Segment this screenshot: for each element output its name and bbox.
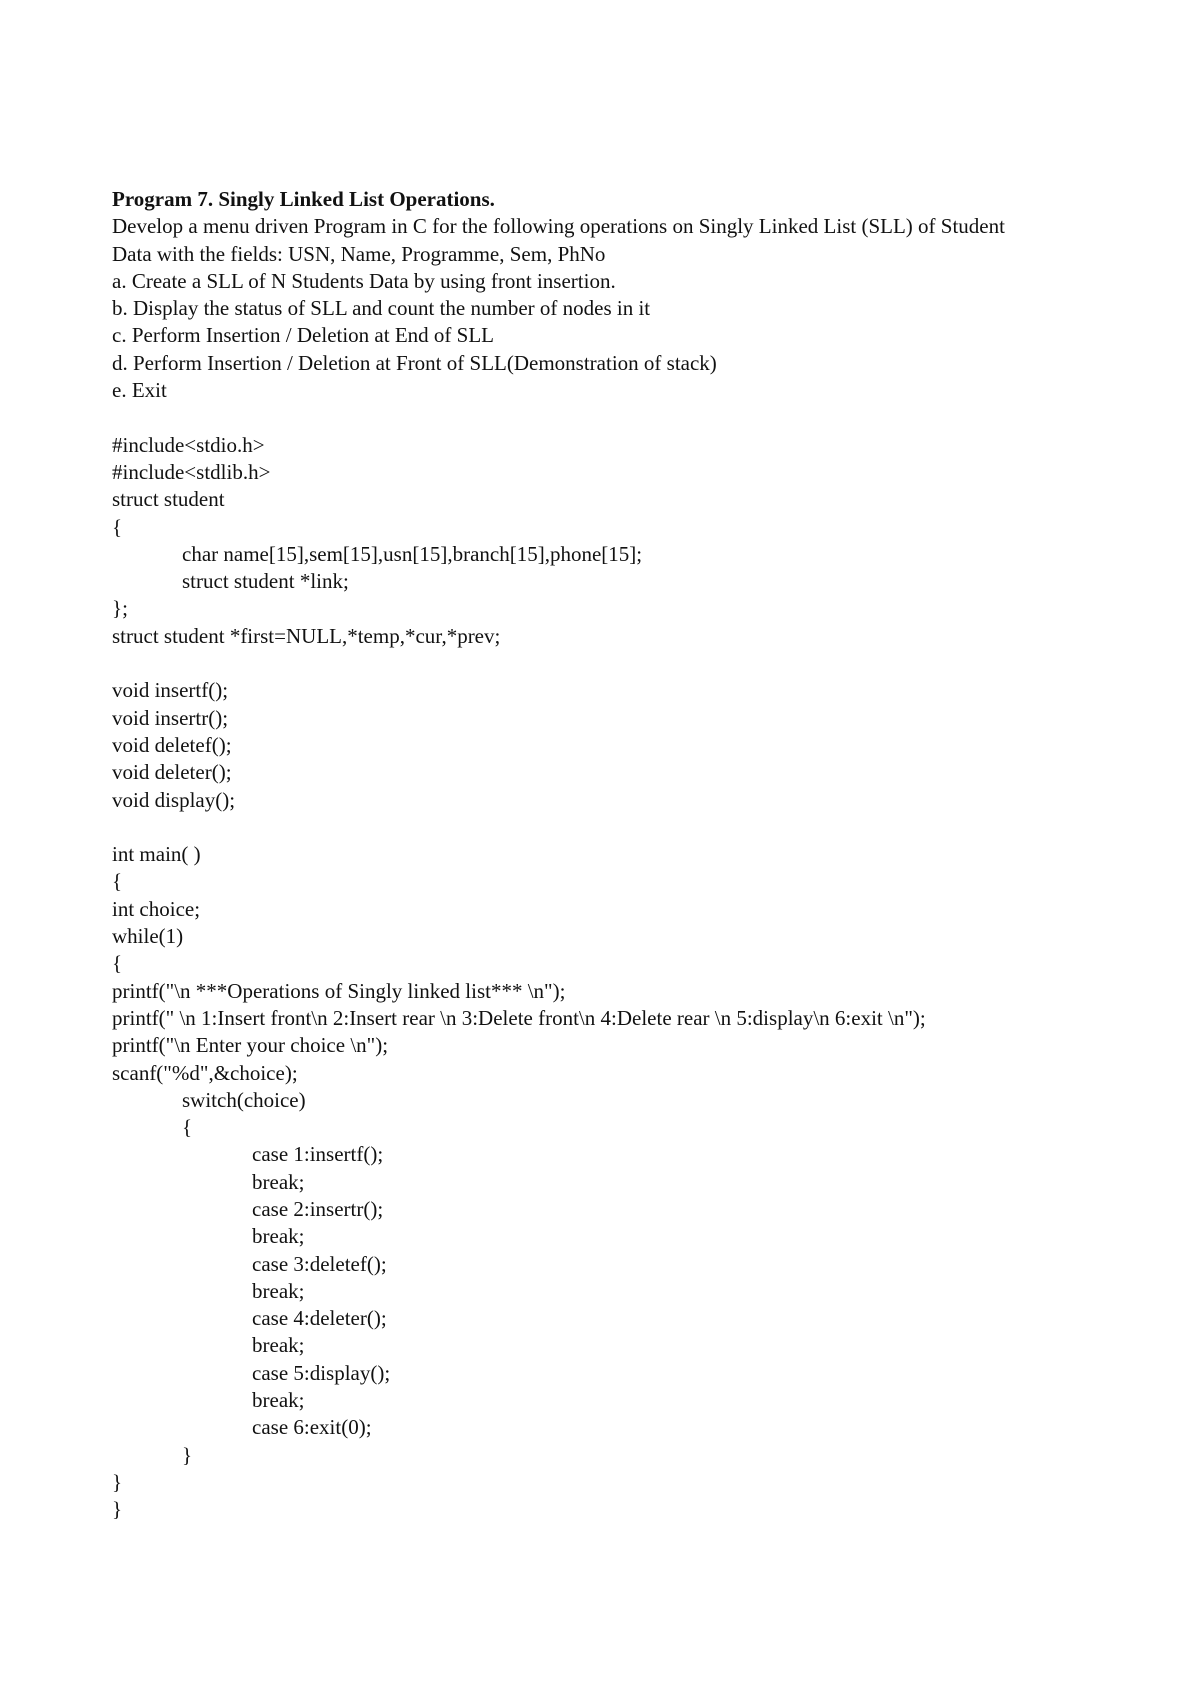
intro-line: a. Create a SLL of N Students Data by using front insertion. xyxy=(112,268,616,293)
code-line: } xyxy=(182,1442,193,1467)
code-line: case 2:insertr(); xyxy=(252,1196,384,1221)
code-line: break; xyxy=(252,1333,305,1358)
code-line: { xyxy=(182,1115,193,1140)
code-line: char name[15],sem[15],usn[15],branch[15],phone[15]; xyxy=(182,541,643,566)
code-line: case 1:insertf(); xyxy=(252,1142,384,1167)
code-line: break; xyxy=(252,1224,305,1249)
blank-line xyxy=(112,650,1112,677)
code-line: scanf("%d",&choice); xyxy=(112,1060,298,1085)
code-line: { xyxy=(112,514,123,539)
intro-line: Develop a menu driven Program in C for the following operations on Singly Linked List (SLL) of Student xyxy=(112,214,1005,239)
code-line: { xyxy=(112,951,123,976)
code-line: #include<stdlib.h> xyxy=(112,459,271,484)
program-title: Program 7. Singly Linked List Operations. xyxy=(112,187,495,211)
code-line: }; xyxy=(112,596,128,621)
code-line: while(1) xyxy=(112,924,184,949)
code-line: break; xyxy=(252,1278,305,1303)
code-line: case 5:display(); xyxy=(252,1360,391,1385)
code-line: void insertr(); xyxy=(112,705,229,730)
intro-line: c. Perform Insertion / Deletion at End of SLL xyxy=(112,323,494,348)
code-line: void deletef(); xyxy=(112,732,232,757)
intro-line: d. Perform Insertion / Deletion at Front of SLL(Demonstration of stack) xyxy=(112,350,717,375)
code-line: struct student *first=NULL,*temp,*cur,*prev; xyxy=(112,623,501,648)
code-line: } xyxy=(112,1497,123,1522)
blank-line xyxy=(112,404,1112,431)
code-line: #include<stdio.h> xyxy=(112,432,265,457)
code-line: case 6:exit(0); xyxy=(252,1415,372,1440)
code-line: printf(" \n 1:Insert front\n 2:Insert rear \n 3:Delete front\n 4:Delete rear \n 5:display\n 6:exit \n"); xyxy=(112,1005,926,1030)
intro-line: Data with the fields: USN, Name, Programme, Sem, PhNo xyxy=(112,241,606,266)
code-line: struct student xyxy=(112,487,225,512)
code-line: case 3:deletef(); xyxy=(252,1251,387,1276)
code-line: printf("\n ***Operations of Singly linked list*** \n"); xyxy=(112,978,566,1003)
intro-line: e. Exit xyxy=(112,378,167,403)
code-line: break; xyxy=(252,1169,305,1194)
code-line: } xyxy=(112,1469,123,1494)
code-line: case 4:deleter(); xyxy=(252,1306,387,1331)
code-line: break; xyxy=(252,1388,305,1413)
code-line: void display(); xyxy=(112,787,236,812)
code-line: printf("\n Enter your choice \n"); xyxy=(112,1033,389,1058)
code-line: void deleter(); xyxy=(112,760,232,785)
code-line: void insertf(); xyxy=(112,678,229,703)
code-line: switch(choice) xyxy=(182,1087,306,1112)
blank-line xyxy=(112,814,1112,841)
code-line: int main( ) xyxy=(112,842,201,867)
code-line: { xyxy=(112,869,123,894)
intro-line: b. Display the status of SLL and count the number of nodes in it xyxy=(112,296,651,321)
code-line: struct student *link; xyxy=(182,569,349,594)
document-content xyxy=(112,186,1112,1524)
code-line: int choice; xyxy=(112,896,201,921)
